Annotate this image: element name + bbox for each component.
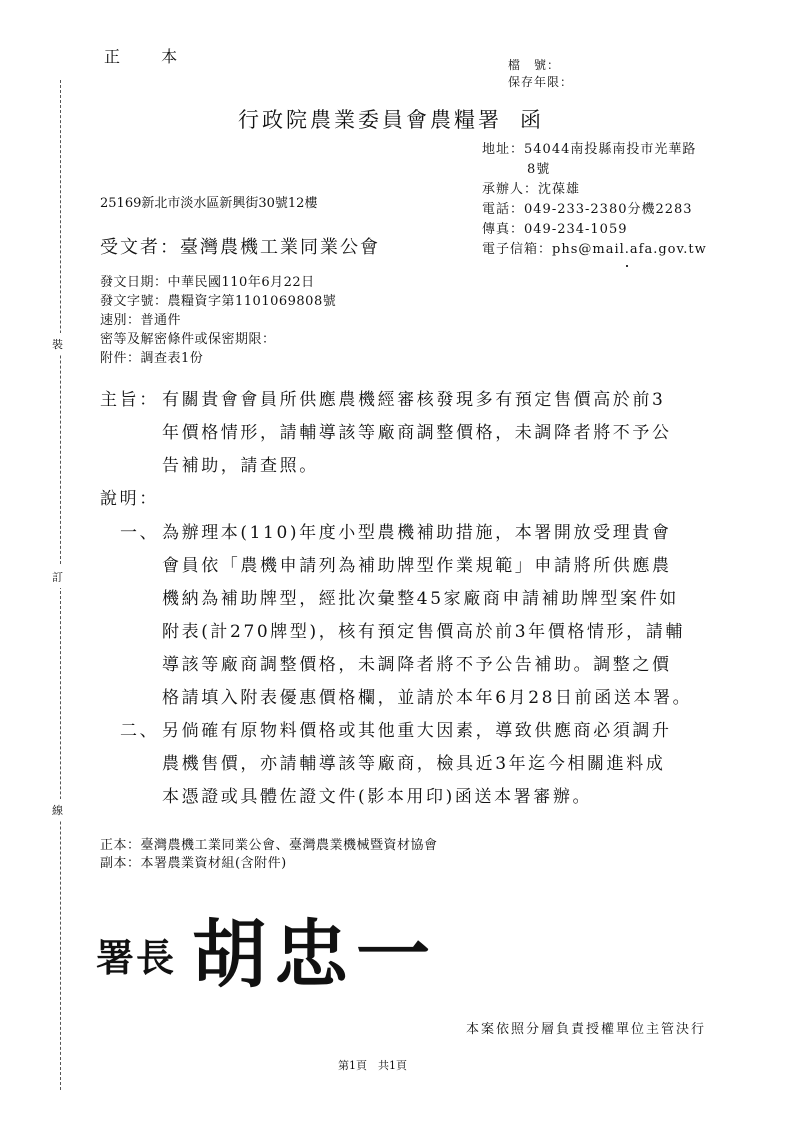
retention-label: 保存年限：: [508, 75, 574, 89]
explanation-line: 格請填入附表優惠價格欄，並請於本年6月28日前函送本署。: [162, 688, 693, 708]
signature-block: [96, 905, 438, 1000]
explanation-line: 機納為補助牌型，經批次彙整45家廠商申請補助牌型案件如: [162, 589, 679, 609]
agency-name: 行政院農業委員會農糧署: [238, 108, 502, 132]
contact-fax: 傳真：049-234-1059: [482, 222, 628, 237]
delivery-speed: 速別：普通件: [100, 313, 182, 328]
subject-line: 告補助，請查照。: [162, 456, 319, 476]
secrecy-level: 密等及解密條件或保密期限：: [100, 332, 276, 347]
recipient-name: 受文者：臺灣農機工業同業公會: [100, 237, 380, 258]
copy-recipients: 副本：本署農業資材組(含附件): [100, 856, 287, 871]
signature-name: 胡忠一: [192, 912, 439, 998]
contact-email: 電子信箱：phs@mail.afa.gov.tw: [482, 242, 707, 257]
subject-label: 主旨：: [100, 390, 159, 410]
delegation-note: 本案依照分層負責授權單位主管決行: [466, 1022, 707, 1037]
explanation-label: 說明：: [100, 489, 159, 509]
item-marker: 二、: [120, 721, 160, 741]
contact-phone: 電話：049-233-2380分機2283: [482, 202, 693, 217]
binding-mark-ding: 訂: [52, 566, 63, 588]
document-kind: 函: [520, 108, 544, 132]
explanation-line: 為辦理本(110)年度小型農機補助措施，本署開放受理貴會: [162, 523, 672, 543]
signature-title: 署長: [96, 935, 177, 980]
subject-line: 有關貴會會員所供應農機經審核發現多有預定售價高於前3: [162, 390, 666, 410]
explanation-line: 附表(計270牌型)，核有預定售價高於前3年價格情形，請輔: [162, 622, 685, 642]
attachment-info: 附件：調查表1份: [100, 351, 204, 366]
scan-speck: [626, 265, 628, 267]
item-marker: 一、: [120, 523, 160, 543]
copy-type-label: 正 本: [104, 47, 196, 66]
original-recipients: 正本：臺灣農機工業同業公會、臺灣農業機械暨資材協會: [100, 838, 438, 853]
document-title: [238, 104, 544, 134]
document-number: 發文字號：農糧資字第1101069808號: [100, 294, 337, 309]
sender-address-cont: 8號: [527, 162, 551, 177]
subject-line: 年價格情形，請輔導該等廠商調整價格，未調降者將不予公: [162, 423, 672, 443]
contact-person: 承辦人：沈葆雄: [482, 182, 581, 197]
explanation-line: 農機售價，亦請輔導該等廠商，檢具近3年迄今相關進料成: [162, 754, 666, 774]
explanation-line: 另倘確有原物料價格或其他重大因素，導致供應商必須調升: [162, 721, 672, 741]
page-number: 第1頁 共1頁: [338, 1059, 407, 1072]
issue-date: 發文日期：中華民國110年6月22日: [100, 275, 315, 290]
sender-address: 地址：54044南投縣南投市光華路: [482, 142, 697, 157]
recipient-address: 25169新北市淡水區新興街30號12樓: [100, 196, 318, 211]
explanation-line: 會員依「農機申請列為補助牌型作業規範」申請將所供應農: [162, 556, 672, 576]
explanation-line: 本憑證或具體佐證文件(影本用印)函送本署審辦。: [162, 787, 593, 807]
explanation-line: 導該等廠商調整價格，未調降者將不予公告補助。調整之價: [162, 655, 672, 675]
binding-mark-zhuang: 裝: [52, 333, 63, 355]
archive-number-label: 檔 號：: [508, 58, 561, 72]
binding-mark-xian: 線: [52, 799, 63, 821]
